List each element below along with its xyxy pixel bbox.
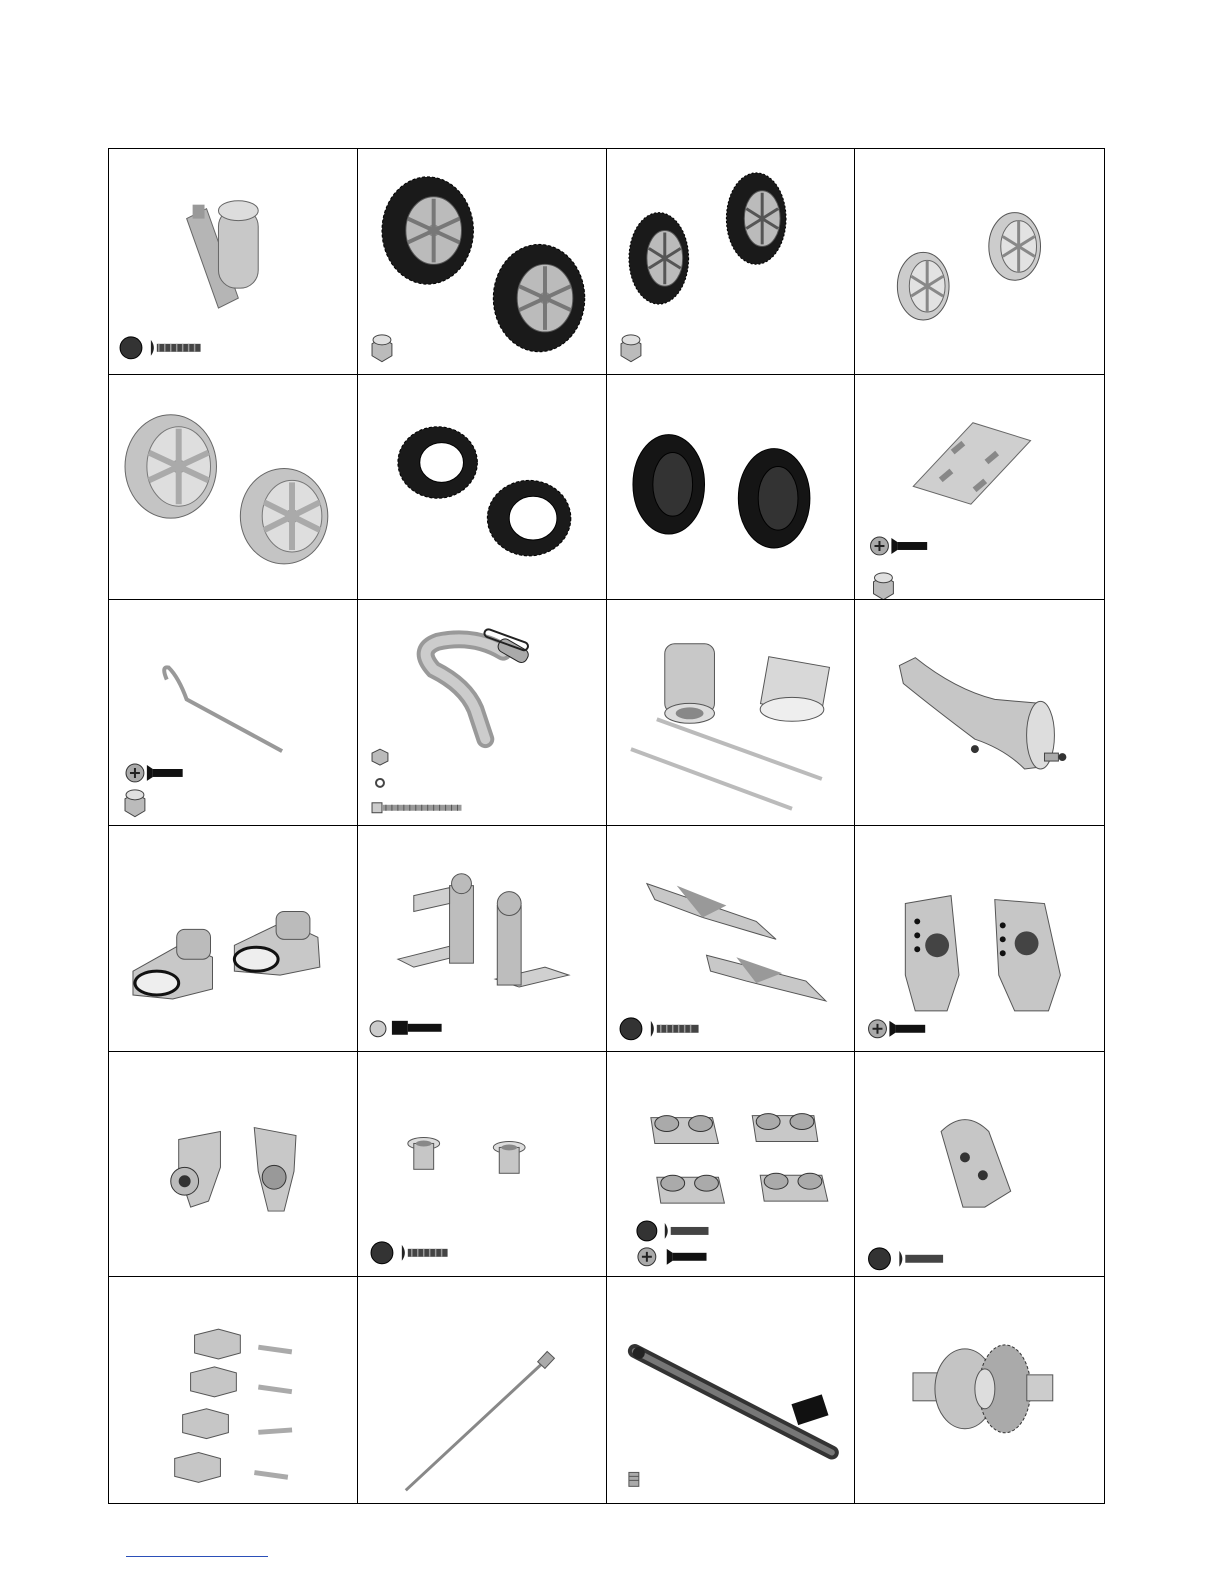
part-cell-drive-shaft: [607, 1277, 856, 1503]
part-cell-rear-hub-carriers: [109, 1052, 358, 1278]
differential-icon: [913, 1345, 1053, 1433]
part-cell-front-wheels: [358, 149, 607, 375]
round-head-screw-icon: [620, 1018, 699, 1040]
part-cell-starter-tool: [109, 149, 358, 375]
part-cell-mounting-plate: [855, 375, 1104, 601]
tire-icon: [487, 480, 571, 556]
part-cell-rear-wheels: [607, 149, 856, 375]
starter-tool-icon: [187, 201, 259, 308]
flat-head-screw-icon: [637, 1247, 706, 1265]
tire-icon: [398, 426, 478, 498]
bushing-icon: [493, 1141, 525, 1173]
drive-rod-icon: [406, 1352, 555, 1491]
lock-nut-icon: [874, 572, 894, 599]
c-hub-icon: [495, 892, 569, 987]
exhaust-manifold-icon: [425, 629, 530, 740]
gearbox-half-icon: [906, 896, 960, 1011]
tire-icon: [738, 448, 810, 547]
rim-icon: [240, 468, 327, 563]
suspension-arm-icon: [646, 884, 775, 940]
part-cell-pivot-cap: [855, 1052, 1104, 1278]
part-cell-c-hubs: [358, 826, 607, 1052]
parts-grid: [108, 148, 1105, 1504]
steering-knuckle-icon: [234, 911, 319, 975]
wire-rod-icon: [164, 668, 282, 752]
lock-nut-icon: [125, 790, 145, 817]
part-cell-rims-large: [109, 375, 358, 601]
part-cell-differential: [855, 1277, 1104, 1503]
lock-nut-icon: [372, 749, 388, 765]
part-cell-gearbox-halves: [855, 826, 1104, 1052]
round-head-screw-icon: [371, 1242, 448, 1264]
wheel-icon: [726, 173, 786, 264]
sleeve-icon: [760, 657, 829, 722]
part-cell-coupler-and-ties: [607, 600, 856, 826]
suspension-arm-icon: [706, 955, 825, 1001]
washer-icon: [376, 779, 384, 787]
flat-head-screw-icon: [126, 764, 183, 782]
cable-tie-icon: [630, 720, 821, 809]
flat-head-screw-icon: [871, 537, 928, 555]
gearbox-half-icon: [995, 900, 1061, 1011]
mount-block-icon: [650, 1115, 718, 1143]
part-cell-drive-rod: [358, 1277, 607, 1503]
set-screw-icon: [628, 1473, 638, 1487]
rim-icon: [125, 414, 216, 517]
steering-knuckle-icon: [133, 929, 213, 999]
coupler-icon: [664, 644, 714, 724]
flat-head-screw-icon: [869, 1020, 926, 1038]
wheel-icon: [628, 213, 688, 304]
part-cell-steering-knuckles: [109, 826, 358, 1052]
wheel-icon: [493, 244, 584, 351]
wheel-icon: [382, 177, 473, 284]
part-cell-tires-pin: [607, 375, 856, 601]
round-head-screw-icon: [120, 337, 201, 359]
round-head-screw-icon: [869, 1247, 944, 1269]
cap-screw-long-icon: [372, 803, 461, 813]
hub-carrier-icon: [254, 1127, 296, 1211]
mount-block-icon: [752, 1113, 818, 1141]
lock-nut-icon: [372, 335, 392, 362]
mount-block-icon: [760, 1173, 828, 1201]
hex-hub-icon: [175, 1329, 241, 1482]
mounting-plate-icon: [914, 422, 1031, 504]
part-cell-exhaust-manifold: [358, 600, 607, 826]
part-cell-rims-small: [855, 149, 1104, 375]
footer-link-underline: [126, 1556, 268, 1557]
pivot-cap-icon: [941, 1119, 1011, 1206]
part-cell-suspension-arms: [607, 826, 856, 1052]
rim-icon: [898, 252, 950, 320]
lock-nut-icon: [621, 335, 641, 362]
part-cell-tires-spiked: [358, 375, 607, 601]
hub-carrier-icon: [171, 1131, 221, 1207]
part-cell-flanged-bushings: [358, 1052, 607, 1278]
key-block-icon: [791, 1395, 828, 1426]
tuned-pipe-icon: [900, 658, 1067, 769]
cap-screw-icon: [370, 1021, 442, 1037]
tire-icon: [632, 434, 704, 533]
part-cell-hex-hubs: [109, 1277, 358, 1503]
c-hub-icon: [398, 874, 474, 967]
round-head-screw-icon: [636, 1221, 708, 1241]
part-cell-wire-rod: [109, 600, 358, 826]
pin-icon: [254, 1345, 292, 1480]
part-cell-mount-blocks: [607, 1052, 856, 1278]
drive-shaft-icon: [632, 1347, 831, 1452]
bushing-icon: [408, 1137, 440, 1169]
mount-block-icon: [656, 1175, 724, 1203]
part-cell-tuned-pipe: [855, 600, 1104, 826]
rim-icon: [989, 213, 1041, 281]
